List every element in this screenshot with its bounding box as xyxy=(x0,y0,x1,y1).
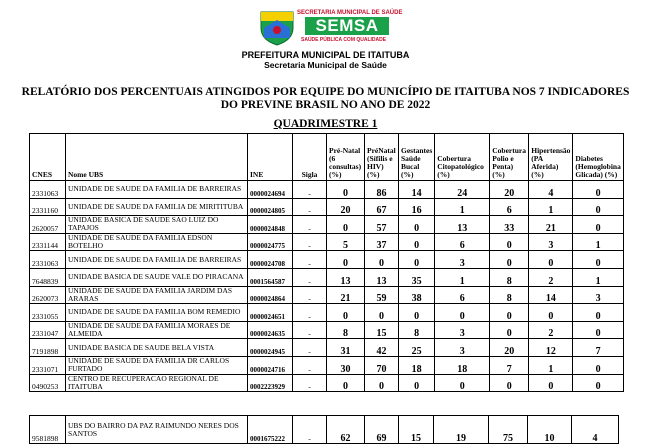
header-citopatologico: Cobertura Citopatológico (%) xyxy=(435,134,490,181)
cell-value: 0 xyxy=(327,304,365,322)
cell-value: 14 xyxy=(529,286,573,304)
cell-value: 10 xyxy=(528,416,572,444)
table-row xyxy=(30,233,624,251)
cell-cnes: 2331063 xyxy=(30,181,66,199)
itaituba-emblem-icon xyxy=(257,6,297,46)
cell-sigla: - xyxy=(293,304,327,322)
cell-value: 0 xyxy=(490,251,529,269)
header-sigla: Sigla xyxy=(293,134,327,181)
cell-value: 8 xyxy=(490,268,529,286)
cell-nome: UNIDADE BASICA DE SAUDE VALE DO PIRACANA xyxy=(66,268,248,286)
cell-value: 0 xyxy=(365,304,399,322)
semsa-logo xyxy=(257,6,403,48)
cell-value: 21 xyxy=(529,216,573,234)
cell-value: 35 xyxy=(399,268,435,286)
cell-value: 7 xyxy=(490,356,529,374)
cell-value: 21 xyxy=(327,286,365,304)
cell-value: 8 xyxy=(490,286,529,304)
cell-ine: 0000024716 xyxy=(248,356,293,374)
header-hipertensao: Hipertensão (PA Aferida) (%) xyxy=(529,134,573,181)
cell-nome: UBS DO BAIRRO DA PAZ RAIMUNDO NERES DOS SANTOS xyxy=(66,416,248,444)
cell-ine: 0001564587 xyxy=(248,268,293,286)
cell-value: 0 xyxy=(490,233,529,251)
cell-cnes: 7191898 xyxy=(30,339,66,357)
cell-value: 0 xyxy=(327,216,365,234)
cell-value: 3 xyxy=(435,251,490,269)
table-body xyxy=(30,181,624,392)
cell-value: 16 xyxy=(399,198,435,216)
logo-name: SEMSA xyxy=(305,17,389,35)
cell-value: 0 xyxy=(573,216,623,234)
cell-value: 0 xyxy=(573,356,623,374)
cell-ine: 0000024848 xyxy=(248,216,293,234)
cell-value: 0 xyxy=(435,304,490,322)
table-row xyxy=(30,339,624,357)
cell-cnes: 2331144 xyxy=(30,233,66,251)
cell-value: 0 xyxy=(365,374,399,392)
cell-sigla: - xyxy=(293,374,327,392)
table-row xyxy=(30,416,619,444)
header-nome: Nome UBS xyxy=(66,134,248,181)
report-title: RELATÓRIO DOS PERCENTUAIS ATINGIDOS POR EQUIPE DO MUNICÍPIO DE ITAITUBA NOS 7 INDICADORES DO PREVINE BRASIL NO ANO DE 2022 xyxy=(21,86,630,111)
cell-ine: 0000024864 xyxy=(248,286,293,304)
cell-cnes: 0490253 xyxy=(30,374,66,392)
cell-value: 3 xyxy=(529,233,573,251)
cell-value: 1 xyxy=(435,198,490,216)
cell-nome: UNIDADE DE SAUDE DA FAMILIA BOM REMEDIO xyxy=(66,304,248,322)
cell-value: 20 xyxy=(490,339,529,357)
cell-value: 18 xyxy=(435,356,490,374)
cell-nome: UNIDADE DE SAUDE DA FAMILIA EDSON BOTELHO xyxy=(66,233,248,251)
header-cnes: CNES xyxy=(30,134,66,181)
cell-value: 69 xyxy=(365,416,399,444)
cell-nome: UNIDADE DE SAUDE DA FAMILIA DE BARREIRAS xyxy=(66,181,248,199)
cell-sigla: - xyxy=(293,251,327,269)
header-ine: INE xyxy=(248,134,293,181)
header-prenatal-sifilis: PréNatal (Sífilis e HIV) (%) xyxy=(365,134,399,181)
cell-ine: 0002223929 xyxy=(248,374,293,392)
cell-value: 0 xyxy=(399,374,435,392)
secretaria-heading: Secretaria Municipal de Saúde xyxy=(264,60,387,70)
cell-value: 0 xyxy=(327,181,365,199)
cell-sigla: - xyxy=(293,181,327,199)
cell-value: 6 xyxy=(490,198,529,216)
cell-sigla: - xyxy=(293,233,327,251)
cell-value: 0 xyxy=(365,251,399,269)
cell-value: 0 xyxy=(399,233,435,251)
report-subtitle: QUADRIMESTRE 1 xyxy=(273,118,378,130)
cell-value: 1 xyxy=(529,356,573,374)
cell-value: 0 xyxy=(327,251,365,269)
cell-ine: 0000024708 xyxy=(248,251,293,269)
header-prenatal6: Pré-Natal (6 consultas) (%) xyxy=(327,134,365,181)
cell-value: 3 xyxy=(435,339,490,357)
cell-value: 0 xyxy=(490,321,529,339)
cell-value: 0 xyxy=(435,374,490,392)
cell-sigla: - xyxy=(293,321,327,339)
cell-value: 13 xyxy=(365,268,399,286)
cell-value: 1 xyxy=(573,233,623,251)
cell-sigla: - xyxy=(293,268,327,286)
cell-ine: 0001675222 xyxy=(248,416,293,444)
cell-value: 20 xyxy=(327,198,365,216)
cell-value: 7 xyxy=(573,339,623,357)
cell-value: 20 xyxy=(490,181,529,199)
cell-value: 5 xyxy=(327,233,365,251)
cell-cnes: 2331055 xyxy=(30,304,66,322)
cell-value: 0 xyxy=(529,374,573,392)
cell-ine: 0000024775 xyxy=(248,233,293,251)
logo-top-text: SECRETARIA MUNICIPAL DE SAÚDE xyxy=(297,10,403,16)
cell-value: 0 xyxy=(399,216,435,234)
cell-value: 2 xyxy=(529,268,573,286)
cell-value: 0 xyxy=(529,304,573,322)
cell-value: 0 xyxy=(573,304,623,322)
table-row xyxy=(30,286,624,304)
cell-value: 0 xyxy=(573,251,623,269)
cell-value: 0 xyxy=(327,374,365,392)
cell-value: 8 xyxy=(327,321,365,339)
indicators-table xyxy=(29,133,624,392)
table-row xyxy=(30,321,624,339)
cell-value: 13 xyxy=(327,268,365,286)
cell-sigla: - xyxy=(293,216,327,234)
cell-nome: UNIDADE DE SAUDE DA FAMILIA JARDIM DAS ARARAS xyxy=(66,286,248,304)
cell-value: 0 xyxy=(529,251,573,269)
cell-value: 0 xyxy=(490,374,529,392)
cell-nome: UNIDADE BASICA DE SAUDE SAO LUIZ DO TAPAJOS xyxy=(66,216,248,234)
cell-value: 1 xyxy=(435,268,490,286)
table-row xyxy=(30,374,624,392)
cell-cnes: 7648839 xyxy=(30,268,66,286)
cell-value: 70 xyxy=(365,356,399,374)
cell-ine: 0000024945 xyxy=(248,339,293,357)
table-row xyxy=(30,304,624,322)
cell-value: 57 xyxy=(365,216,399,234)
cell-value: 15 xyxy=(365,321,399,339)
cell-value: 38 xyxy=(399,286,435,304)
cell-value: 0 xyxy=(573,198,623,216)
cell-nome: UNIDADE DE SAUDE DA FAMILIA DE BARREIRAS xyxy=(66,251,248,269)
cell-value: 0 xyxy=(573,321,623,339)
cell-value: 86 xyxy=(365,181,399,199)
cell-value: 15 xyxy=(399,416,434,444)
table-row xyxy=(30,251,624,269)
cell-value: 6 xyxy=(435,233,490,251)
cell-value: 31 xyxy=(327,339,365,357)
cell-cnes: 9581898 xyxy=(30,416,66,444)
cell-value: 4 xyxy=(529,181,573,199)
cell-value: 3 xyxy=(435,321,490,339)
cell-value: 24 xyxy=(435,181,490,199)
cell-ine: 0000024694 xyxy=(248,181,293,199)
table-row xyxy=(30,268,624,286)
cell-sigla: - xyxy=(293,356,327,374)
cell-cnes: 2331071 xyxy=(30,356,66,374)
table-row xyxy=(30,356,624,374)
header-polio: Cobertura Polio e Penta) (%) xyxy=(490,134,529,181)
cell-value: 0 xyxy=(573,181,623,199)
cell-value: 14 xyxy=(399,181,435,199)
header-diabetes: Diabetes (Hemoglobina Glicada) (%) xyxy=(573,134,623,181)
cell-value: 67 xyxy=(365,198,399,216)
table-header xyxy=(30,134,624,181)
cell-value: 62 xyxy=(327,416,365,444)
cell-value: 18 xyxy=(399,356,435,374)
cell-value: 6 xyxy=(435,286,490,304)
header-gestantes: Gestantes Saúde Bucal (%) xyxy=(399,134,435,181)
table-row xyxy=(30,216,624,234)
cell-value: 4 xyxy=(572,416,619,444)
cell-cnes: 2331160 xyxy=(30,198,66,216)
logo-subtitle: SAÚDE PÚBLICA COM QUALIDADE xyxy=(301,37,387,43)
cell-value: 59 xyxy=(365,286,399,304)
table-row xyxy=(30,181,624,199)
cell-sigla: - xyxy=(293,286,327,304)
cell-value: 33 xyxy=(490,216,529,234)
cell-sigla: - xyxy=(293,339,327,357)
cell-sigla: - xyxy=(293,198,327,216)
cell-value: 13 xyxy=(435,216,490,234)
cell-value: 1 xyxy=(573,268,623,286)
cell-value: 12 xyxy=(529,339,573,357)
cell-value: 75 xyxy=(489,416,528,444)
extra-ubs-table xyxy=(29,415,619,444)
cell-cnes: 2620073 xyxy=(30,286,66,304)
cell-nome: CENTRO DE RECUPERACAO REGIONAL DE ITAITUBA xyxy=(66,374,248,392)
cell-value: 1 xyxy=(529,198,573,216)
cell-ine: 0000024805 xyxy=(248,198,293,216)
cell-value: 0 xyxy=(573,374,623,392)
cell-cnes: 2620057 xyxy=(30,216,66,234)
cell-nome: UNIDADE DE SAUDE DA FAMILIA DR CARLOS FURTADO xyxy=(66,356,248,374)
cell-value: 8 xyxy=(399,321,435,339)
cell-value: 3 xyxy=(573,286,623,304)
cell-value: 42 xyxy=(365,339,399,357)
cell-ine: 0000024635 xyxy=(248,321,293,339)
table-row xyxy=(30,198,624,216)
cell-value: 2 xyxy=(529,321,573,339)
cell-sigla: - xyxy=(293,416,327,444)
cell-ine: 0000024651 xyxy=(248,304,293,322)
cell-nome: UNIDADE DE SAUDE DA FAMILIA MORAES DE ALMEIDA xyxy=(66,321,248,339)
cell-value: 30 xyxy=(327,356,365,374)
cell-value: 19 xyxy=(434,416,489,444)
cell-cnes: 2331063 xyxy=(30,251,66,269)
cell-value: 0 xyxy=(490,304,529,322)
prefeitura-heading: PREFEITURA MUNICIPAL DE ITAITUBA xyxy=(241,50,410,60)
cell-nome: UNIDADE DE SAUDE DA FAMILIA DE MIRITITUBA xyxy=(66,198,248,216)
cell-value: 25 xyxy=(399,339,435,357)
cell-nome: UNIDADE BASICA DE SAUDE BELA VISTA xyxy=(66,339,248,357)
cell-cnes: 2331047 xyxy=(30,321,66,339)
cell-value: 37 xyxy=(365,233,399,251)
cell-value: 0 xyxy=(399,251,435,269)
cell-value: 0 xyxy=(399,304,435,322)
